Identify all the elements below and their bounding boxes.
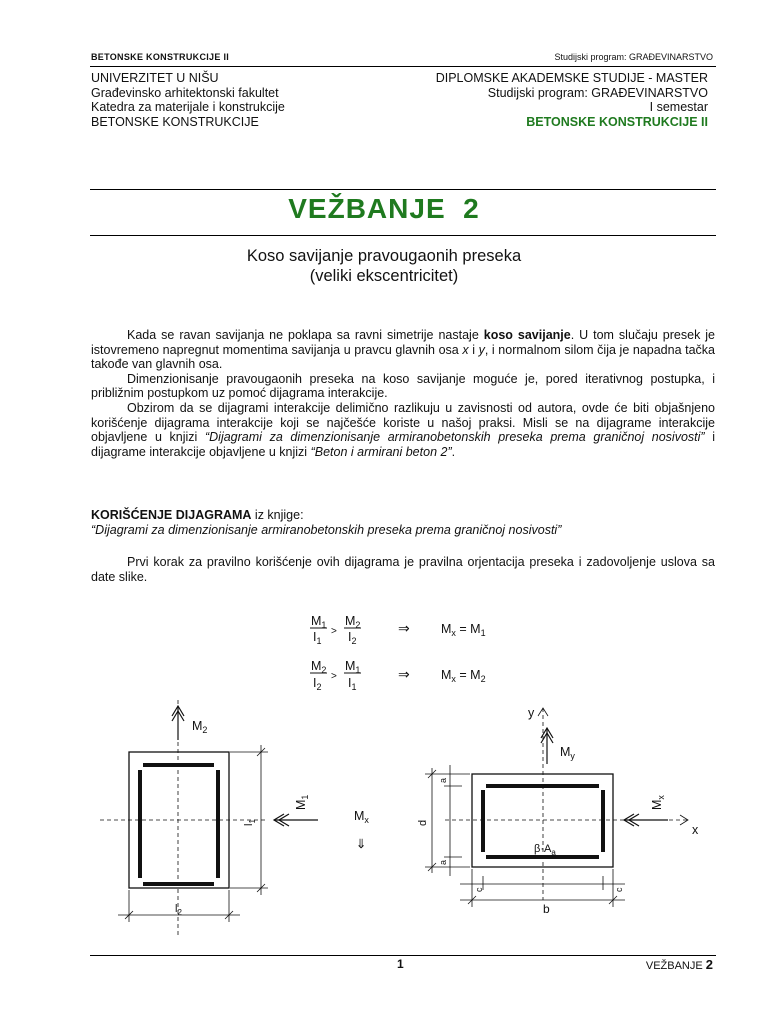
formula-2 (310, 659, 486, 692)
footer-rule (90, 955, 716, 956)
svg-text:⇒: ⇒ (354, 838, 369, 849)
page-number: 1 (397, 957, 404, 971)
svg-text:M1: $M_1$ (294, 794, 310, 810)
svg-text:d: d (417, 819, 429, 826)
institution-line: Građevinsko arhitektonski fakultet (91, 85, 279, 100)
program-line: Studijski program: GRAĐEVINARSTVO (487, 85, 708, 100)
page-title: VEŽBANJE 2 (288, 193, 480, 224)
svg-text:M1: $M_1$ (311, 614, 327, 630)
text: Obzirom da se dijagrami interakcije delimično razlikuju u zavisnosti od autora, ovde će biti objašnjeno korišćenje dijagrama interakcije koji se najčešće koriste u našoj praksi. Misli se na dijagrame interakcije objavljene u knjizi (91, 400, 715, 445)
subtitle-line-2: (veliki ekscentricitet) (309, 267, 459, 285)
svg-text:Mx: $M_x$ (354, 809, 369, 825)
svg-text:b: b (543, 902, 550, 916)
institution-line: BETONSKE KONSTRUKCIJE (91, 114, 259, 129)
text: i dijagrame interakcije objavljene u knjizi (91, 430, 716, 459)
footer-label-number: 2 (705, 957, 713, 972)
svg-text:I1: $I_1$ (348, 676, 357, 692)
svg-text:Mx: $M_x$ (650, 795, 666, 810)
svg-text:M2: $M_2$ (311, 659, 327, 675)
book-title: “Beton i armirani beton 2” (310, 444, 452, 459)
svg-text:M2: $M_2$ (192, 719, 208, 735)
svg-text:c: c (614, 887, 624, 892)
svg-text:I2: $I_2$ (313, 676, 322, 692)
axis-x: x (462, 342, 469, 357)
program-line: DIPLOMSKE AKADEMSKE STUDIJE - MASTER (435, 71, 708, 85)
right-section (425, 708, 688, 907)
svg-text:⇒: ⇒ (398, 666, 410, 682)
header-left: BETONSKE KONSTRUKCIJE II (91, 52, 230, 62)
footer-label-text: VEŽBANJE (645, 960, 706, 972)
text: , i normalnom silom čija je napadna tačka takođe van glavnih osa. (91, 342, 716, 372)
svg-text:l2: $l_2$ (175, 903, 182, 917)
axis-y: y (478, 342, 485, 357)
svg-text:a: a (438, 777, 448, 783)
bold-term: koso savijanje (483, 328, 571, 342)
svg-text:I1: $I_1$ (313, 630, 322, 646)
svg-text:β·Aa: $\beta\cdot A_a$ (534, 843, 556, 857)
book-title: “Dijagrami za dimenzionisanje armiranobetonskih preseka prema graničnoj nosivosti” (204, 430, 705, 445)
text: Kada se ravan savijanja ne poklapa sa ravni simetrije nastaje (127, 328, 484, 342)
svg-text:I2: $I_2$ (348, 630, 357, 646)
course-name: BETONSKE KONSTRUKCIJE II (526, 114, 708, 129)
svg-text:x: x (692, 823, 699, 837)
text: i (468, 342, 479, 357)
section-paragraph: Prvi korak za pravilno korišćenje ovih dijagrama je pravilna orjentacija preseka i zadovoljenje uslova sa date slike. (91, 555, 715, 584)
subtitle-line-1: Koso savijanje pravougaonih preseka (246, 247, 522, 265)
svg-text:Mx = M1: $M_x = M_1$ (441, 622, 486, 638)
program-line: I semestar (649, 100, 708, 114)
institution-line: Katedra za materijale i konstrukcije (91, 100, 285, 114)
book-title: “Dijagrami za dimenzionisanje armiranobetonskih preseka prema graničnoj nosivosti” (91, 523, 562, 537)
svg-text:>: > (331, 626, 337, 637)
svg-text:Mx = M2: $M_x = M_2$ (441, 668, 486, 684)
svg-text:My: $M_y$ (560, 745, 575, 761)
svg-text:M2: $M_2$ (345, 614, 361, 630)
svg-text:⇒: ⇒ (398, 620, 410, 636)
svg-text:>: > (331, 671, 337, 682)
svg-text:c: c (474, 887, 484, 892)
left-section (100, 700, 318, 935)
svg-text:l1: $l_1$ (243, 819, 257, 826)
footer-label (646, 957, 713, 972)
svg-text:M1: $M_1$ (345, 659, 361, 675)
paragraph-2: Dimenzionisanje pravougaonih preseka na koso savijanje moguće je, pored iterativnog postupka, i približnim postupkom uz pomoć dijagrama interakcije. (91, 371, 715, 401)
svg-text:a: a (438, 859, 448, 865)
text: . U tom slučaju presek je istovremeno napregnut momentima savijanja u pravcu glavnih osa (91, 328, 716, 357)
formula-1 (310, 614, 486, 646)
institution-line: UNIVERZITET U NIŠU (91, 71, 219, 85)
header-right: Studijski program: GRAĐEVINARSTVO (554, 52, 713, 62)
svg-text:y: y (528, 706, 535, 720)
section-heading-suffix: iz knjige: (251, 508, 304, 522)
section-heading-bold: KORIŠĆENJE DIJAGRAMA (91, 508, 252, 522)
text: . (451, 444, 456, 459)
